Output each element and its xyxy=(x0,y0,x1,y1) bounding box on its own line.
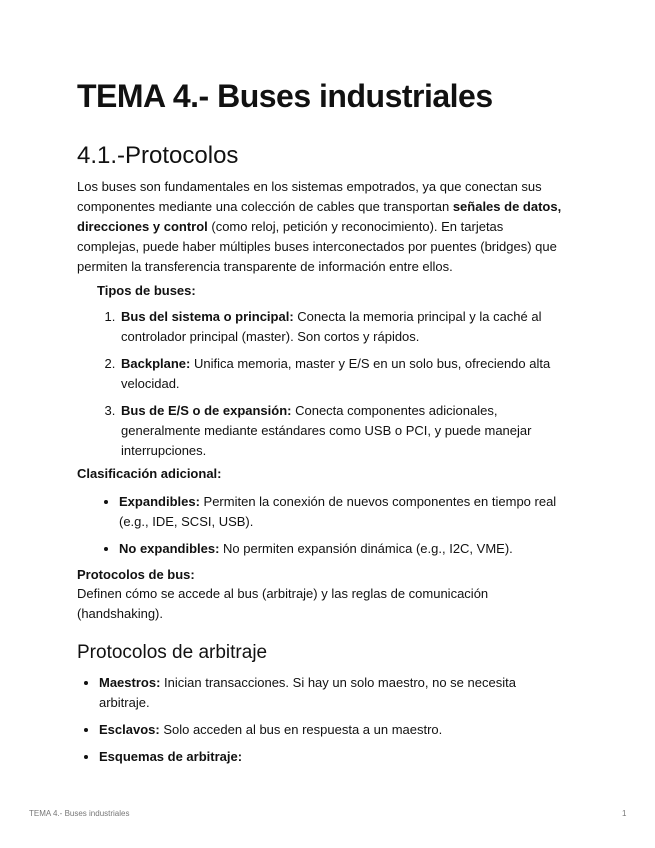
list-item xyxy=(99,720,569,740)
list-item xyxy=(99,673,569,713)
item-term: No expandibles: xyxy=(119,541,220,556)
item-desc: Unifica memoria, master y E/S en un solo bus, ofreciendo alta velocidad. xyxy=(121,356,551,391)
tipos-label: Tipos de buses: xyxy=(97,283,196,298)
item-term: Bus del sistema o principal: xyxy=(121,309,294,324)
item-term: Esclavos: xyxy=(99,722,160,737)
clasificacion-label: Clasificación adicional: xyxy=(77,466,222,481)
section-heading: 4.1.-Protocolos xyxy=(77,142,239,169)
intro-paragraph xyxy=(77,177,569,277)
arbitraje-list xyxy=(77,673,569,774)
tipos-list xyxy=(97,307,579,468)
item-term: Expandibles: xyxy=(119,494,200,509)
intro-text-2: (como reloj, petición y reconocimiento). En tarjetas complejas, puede haber múltiples buses interconectados por puentes (bridges) que permiten la transferencia transparente de información entre ellos. xyxy=(77,219,557,274)
arbitraje-heading: Protocolos de arbitraje xyxy=(77,642,268,663)
item-desc: Conecta la memoria principal y la caché al controlador principal (master). Son cortos y rápidos. xyxy=(121,309,542,344)
item-term: Maestros: xyxy=(99,675,161,690)
list-item xyxy=(119,307,579,347)
item-desc: Conecta componentes adicionales, generalmente mediante estándares como USB o PCI, y puede manejar interrupciones. xyxy=(121,403,532,458)
list-item xyxy=(119,401,579,461)
item-desc: No permiten expansión dinámica (e.g., I2C, VME). xyxy=(219,541,513,556)
list-item xyxy=(119,354,579,394)
page-title: TEMA 4.- Buses industriales xyxy=(77,78,493,114)
footer-title: TEMA 4.- Buses industriales xyxy=(29,809,130,818)
clasificacion-list xyxy=(97,492,579,566)
item-term: Backplane: xyxy=(121,356,191,371)
intro-bold: señales de datos, direcciones y control xyxy=(77,199,562,234)
protocolos-bus-text: Definen cómo se accede al bus (arbitraje) y las reglas de comunicación (handshaking). xyxy=(77,586,489,621)
item-desc: Solo acceden al bus en respuesta a un maestro. xyxy=(159,722,443,737)
page-number: 1 xyxy=(622,809,627,818)
list-item xyxy=(119,492,579,532)
item-term: Bus de E/S o de expansión: xyxy=(121,403,292,418)
protocolos-bus-label: Protocolos de bus: xyxy=(77,567,195,582)
list-item xyxy=(119,539,579,559)
item-desc: Permiten la conexión de nuevos componentes en tiempo real (e.g., IDE, SCSI, USB). xyxy=(119,494,557,529)
intro-text-1: Los buses son fundamentales en los sistemas empotrados, ya que conectan sus componentes mediante una colección de cables que transportan xyxy=(77,179,542,214)
item-desc: Inician transacciones. Si hay un solo maestro, no se necesita arbitraje. xyxy=(99,675,516,710)
item-term: Esquemas de arbitraje: xyxy=(99,749,243,764)
list-item xyxy=(99,747,569,767)
